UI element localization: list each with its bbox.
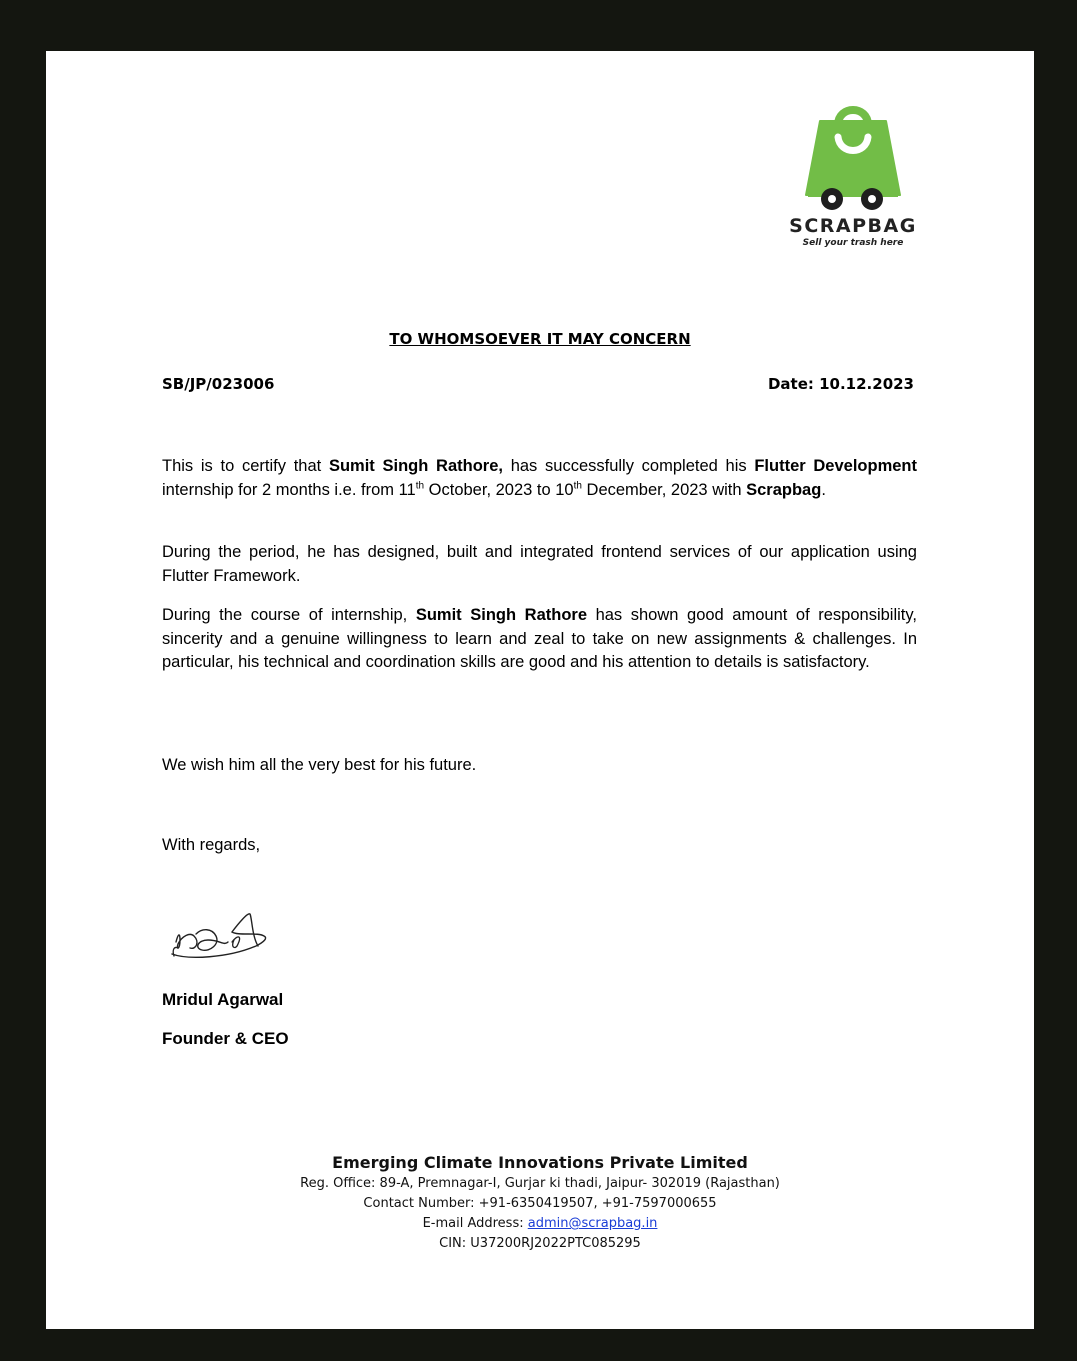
footer-reg-office: Reg. Office: 89-A, Premnagar-I, Gurjar ki thadi, Jaipur- 302019 (Rajasthan) xyxy=(300,1176,780,1191)
certification-paragraph: This is to certify that Sumit Singh Rathore, has successfully completed his Flutter Development internship for 2 months i.e. from 11th October, 2023 to 10th December, 2023 with Scrapbag. xyxy=(162,457,917,499)
intern-name: Sumit Singh Rathore, xyxy=(328,457,503,475)
footer-cin: CIN: U37200RJ2022PTC085295 xyxy=(439,1236,641,1251)
letter-date: Date: 10.12.2023 xyxy=(767,375,914,393)
brand-tagline: Sell your trash here xyxy=(802,238,904,248)
footer-email-line: E-mail Address: admin@scrapbag.in xyxy=(422,1216,658,1231)
email-link[interactable]: admin@scrapbag.in xyxy=(527,1216,658,1231)
company-name: Scrapbag xyxy=(746,480,822,499)
letter-heading: TO WHOMSOEVER IT MAY CONCERN xyxy=(389,330,691,348)
footer-company-name: Emerging Climate Innovations Private Limited xyxy=(332,1153,748,1172)
wishes-paragraph: We wish him all the very best for his future. xyxy=(162,756,477,774)
signer-name: Mridul Agarwal xyxy=(162,990,284,1009)
performance-paragraph: During the course of internship, Sumit Singh Rathore has shown good amount of responsibility, sincerity and a genuine willingness to learn and zeal to take on new assignments & challenges. In particular, his technical and coordination skills are good and his attention to details is satisfactory. xyxy=(162,606,917,671)
shopping-bag-on-wheels-icon xyxy=(802,99,904,215)
letter-page xyxy=(46,51,1034,1329)
brand-name: SCRAPBAG xyxy=(789,215,917,237)
work-description-paragraph: During the period, he has designed, built and integrated frontend services of our application using Flutter Framework. xyxy=(162,543,917,585)
signature xyxy=(168,906,278,966)
reference-number: SB/JP/023006 xyxy=(162,375,275,393)
program-name: Flutter Development xyxy=(754,457,917,475)
company-logo xyxy=(788,99,918,254)
letterhead-footer xyxy=(46,1152,1034,1254)
intern-name: Sumit Singh Rathore xyxy=(415,606,587,624)
signer-title: Founder & CEO xyxy=(162,1029,289,1048)
closing: With regards, xyxy=(162,836,261,854)
footer-contact: Contact Number: +91-6350419507, +91-7597000655 xyxy=(363,1196,717,1211)
